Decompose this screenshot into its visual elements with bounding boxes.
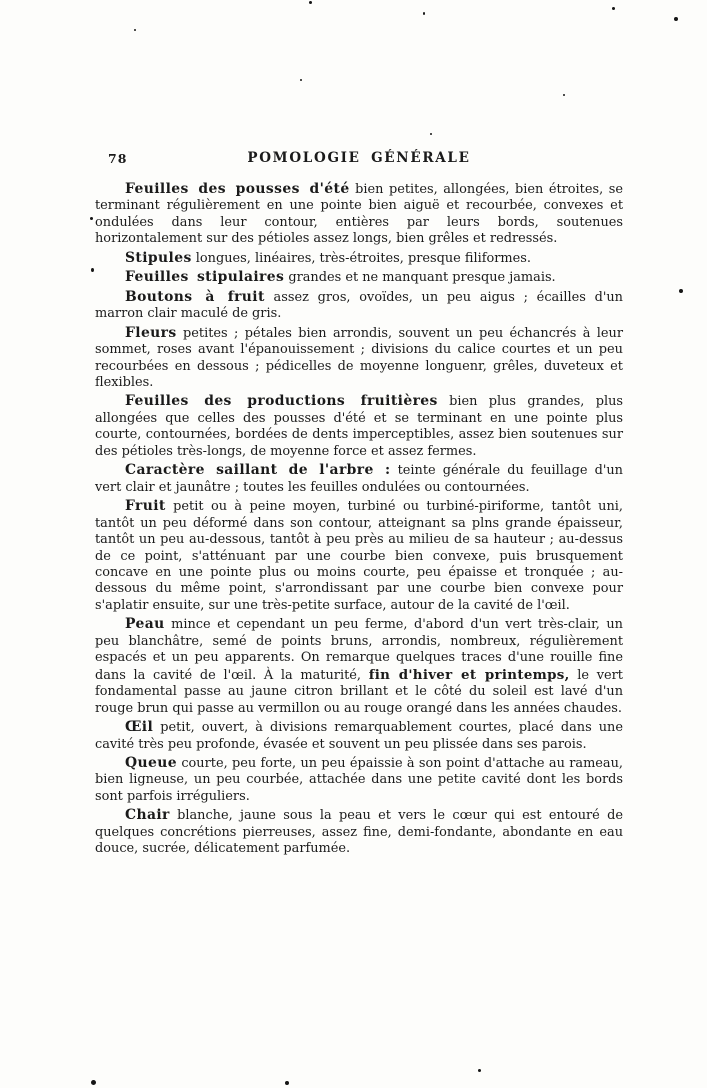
paragraph-lead: Queue [125, 754, 177, 771]
paragraph-lead: Fleurs [125, 324, 177, 341]
paragraph-text: grandes et ne manquant presque jamais. [288, 270, 556, 286]
paragraph-boutons-a-fruit [95, 289, 623, 323]
paragraph-lead: Œil [125, 719, 154, 736]
paragraph-text: bien plus grandes, plus allongées que celles des pousses d'été et se terminant en une pointe plus courte, contournées, bordées de dents imperceptibles, assez bien soutenues sur des pétioles très-longs, de moyenne force et assez fermes. [95, 394, 623, 459]
paragraph-lead: Boutons à fruit [125, 288, 265, 305]
paragraph-text: le vert fondamental passe au jaune citron brillant et le côté du soleil est lavé d'un rouge brun qui passe au vermillon ou au rouge orangé dans les années chaudes. [95, 667, 623, 716]
scan-speck [423, 12, 425, 15]
scan-speck [674, 17, 678, 21]
scan-speck [91, 1080, 96, 1085]
paragraph-oeil [95, 719, 623, 753]
paragraph-text: petit, ouvert, à divisions remarquablement courtes, placé dans une cavité très peu profonde, évasée et souvent un peu plissée dans ses parois. [95, 720, 623, 752]
paragraph-text: assez gros, ovoïdes, un peu aigus ; écailles d'un marron clair maculé de gris. [95, 289, 623, 322]
page-header [95, 150, 623, 170]
text-block [95, 181, 623, 860]
scan-speck [91, 268, 94, 272]
running-title: POMOLOGIE GÉNÉRALE [247, 150, 471, 166]
scan-speck [134, 29, 136, 31]
paragraph-lead: Chair [125, 807, 170, 824]
scan-speck [430, 133, 432, 135]
scan-speck [285, 1081, 289, 1085]
paragraph-text: petites ; pétales bien arrondis, souvent un peu échancrés à leur sommet, roses avant l'épanouissement ; divisions du calice courtes et un peu recourbées en dessous ; pédicelles de moyenne longuenr, grêles, duveteux et flexibles. [95, 325, 623, 390]
paragraph-caractere-saillant [95, 462, 623, 496]
paragraph-stipules [95, 250, 623, 267]
scan-speck [612, 7, 615, 10]
scan-speck [478, 1069, 481, 1072]
paragraph-text: courte, peu forte, un peu épaissie à son point d'attache au rameau, bien ligneuse, un peu courbée, attachée dans une petite cavité dont les bords sont parfois irréguliers. [95, 755, 623, 804]
paragraph-text: petit ou à peine moyen, turbiné ou turbiné-piriforme, tantôt uni, tantôt un peu déformé dans son contour, atteignant sa plns grande épaisseur, tantôt un peu au-dessous, tantôt à peu près au milieu de sa hauteur ; au-dessus de ce point, s'atténuant par une courbe bien convexe, puis brusquement concave en une pointe plus ou moins courte, peu épaisse et tronquée ; au-dessous du même point, s'arrondissant par une courbe bien convexe pour s'aplatir ensuite, sur une très-petite surface, autour de la cavité de l'œil. [95, 499, 623, 613]
paragraph-fleurs [95, 325, 623, 392]
paragraph-lead: Feuilles stipulaires [125, 269, 285, 286]
paragraph-lead: Peau [125, 616, 165, 633]
paragraph-text: longues, linéaires, très-étroites, presque filiformes. [195, 250, 532, 266]
paragraph-feuilles-productions-fruitieres [95, 393, 623, 460]
paragraph-chair [95, 807, 623, 857]
paragraph-text: mince et cependant un peu ferme, d'abord d'un vert très-clair, un peu blanchâtre, semé de points bruns, arrondis, nombreux, régulièrement espacés et un peu apparents. On remarque quelques traces d'une rouille fine dans la cavité de l'œil. À la maturité, [95, 617, 623, 683]
paragraph-fruit [95, 498, 623, 614]
paragraph-lead: Feuilles des pousses d'été [125, 181, 350, 197]
paragraph-text: blanche, jaune sous la peau et vers le cœur qui est entouré de quelques concrétions pierreuses, assez fine, demi-fondante, abondante en eau douce, sucrée, délicatement parfumée. [95, 808, 623, 857]
scan-speck [90, 217, 93, 220]
paragraph-text: bien petites, allongées, bien étroites, se terminant régulièrement en une pointe bien aiguë et recourbée, convexes et ondulées dans leur contour, entières par leurs bords, soutenues horizontalement sur des pétioles assez longs, bien grêles et redressés. [95, 182, 623, 247]
scan-speck [563, 94, 565, 96]
paragraph-feuilles-pousses-ete [95, 181, 623, 248]
paragraph-lead: Fruit [125, 498, 166, 515]
paragraph-text: teinte générale du feuillage d'un vert clair et jaunâtre ; toutes les feuilles ondulées ou contournées. [95, 463, 623, 495]
paragraph-queue [95, 755, 623, 805]
scan-speck [309, 1, 312, 4]
paragraph-lead: Caractère saillant de l'arbre : [125, 462, 391, 479]
page-number: 78 [108, 151, 128, 166]
scan-speck [679, 289, 683, 293]
scan-speck [300, 79, 302, 81]
paragraph-bold-phrase: fin d'hiver et printemps, [368, 666, 570, 683]
paragraph-lead: Stipules [125, 249, 192, 266]
paragraph-peau [95, 616, 623, 717]
paragraph-lead: Feuilles des productions fruitières [125, 393, 438, 410]
paragraph-feuilles-stipulaires [95, 269, 623, 286]
